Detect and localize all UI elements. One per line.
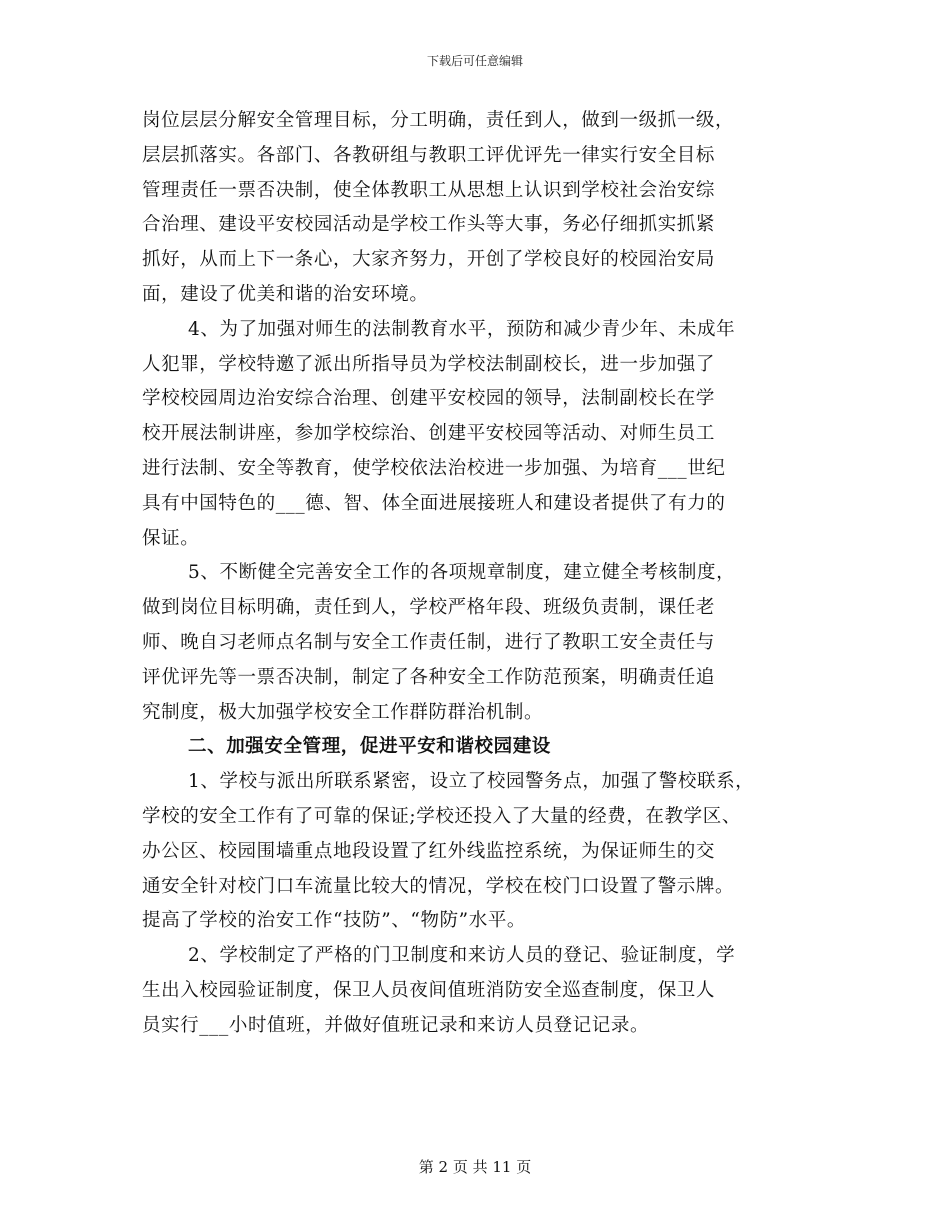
paragraph-item-2 [142,939,822,1043]
text-line: 岗位层层分解安全管理目标，分工明确，责任到人，做到一级抓一级， [142,110,735,131]
text-line: 学校的安全工作有了可靠的保证;学校还投入了大量的经费，在教学区、 [142,805,741,827]
text-line: 具有中国特色的___德、智、体全面进展接班人和建设者提供了有力的 [142,492,726,514]
text-line: 合治理、建设平安校园活动是学校工作头等大事，务必仔细抓实抓紧 [142,214,716,236]
paragraph-continuation [142,104,822,313]
paragraph-item-1 [142,765,822,939]
section-heading-text: 二、加强安全管理，促进平安和谐校园建设 [188,736,551,758]
page-header: 下载后可任意编辑 [426,54,523,68]
document-body [142,104,822,1044]
text-line: 评优评先等一票否决制，制定了各种安全工作防范预案，明确责任追 [142,666,716,688]
text-line: 5、不断健全完善安全工作的各项规章制度，建立健全考核制度， [188,562,736,584]
text-line: 师、晚自习老师点名制与安全工作责任制，进行了教职工安全责任与 [142,631,716,653]
text-line: 2、学校制定了严格的门卫制度和来访人员的登记、验证制度，学 [188,945,736,967]
page-number: 第 2 页 共 11 页 [418,1158,532,1176]
text-line: 究制度，极大加强学校安全工作群防群治机制。 [142,701,544,723]
text-line: 校开展法制讲座，参加学校综治、创建平安校园等活动、对师生员工 [142,423,716,445]
paragraph-item-5 [142,556,822,730]
text-line: 保证。 [142,527,200,549]
text-line: 员实行___小时值班，并做好值班记录和来访人员登记记录。 [142,1014,650,1036]
text-line: 人犯罪，学校特邀了派出所指导员为学校法制副校长，进一步加强了 [142,353,716,375]
paragraph-item-4 [142,313,822,557]
text-line: 提高了学校的治安工作“技防”、“物防”水平。 [142,910,527,932]
text-line: 面，建设了优美和谐的治安环境。 [142,283,429,305]
text-line: 1、学校与派出所联系紧密，设立了校园警务点，加强了警校联系， [188,771,755,793]
text-line: 做到岗位目标明确，责任到人，学校严格年段、班级负责制，课任老 [142,597,716,619]
text-line: 4、为了加强对师生的法制教育水平，预防和减少青少年、未成年 [188,318,736,340]
text-line: 抓好，从而上下一条心，大家齐努力，开创了学校良好的校园治安局 [142,249,716,271]
text-line: 学校校园周边治安综合治理、创建平安校园的领导，法制副校长在学 [142,388,716,410]
text-line: 生出入校园验证制度，保卫人员夜间值班消防安全巡查制度，保卫人 [142,979,716,1001]
text-line: 层层抓落实。各部门、各教研组与教职工评优评先一律实行安全目标 [142,144,716,166]
section-heading [142,730,822,765]
text-line: 办公区、校园围墙重点地段设置了红外线监控系统，为保证师生的交 [142,840,716,862]
text-line: 通安全针对校门口车流量比较大的情况，学校在校门口设置了警示牌。 [142,875,735,897]
text-line: 进行法制、安全等教育，使学校依法治校进一步加强、为培育___世纪 [142,457,726,479]
text-line: 管理责任一票否决制，使全体教职工从思想上认识到学校社会治安综 [142,179,716,201]
